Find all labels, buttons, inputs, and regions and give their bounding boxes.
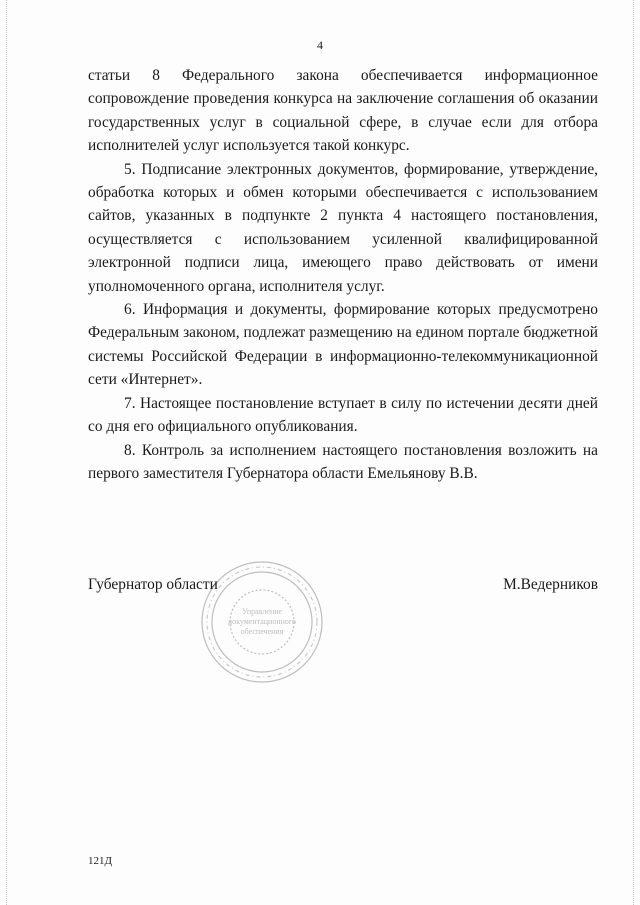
stamp-text-1: Управление (241, 607, 283, 616)
scan-edge-right (633, 0, 640, 905)
paragraph: 7. Настоящее постановление вступает в силу по истечении десяти дней со дня его официального опубликования. (88, 394, 598, 436)
paragraph: статьи 8 Федерального закона обеспечивается информационное сопровождение проведения конкурса на заключение соглашения об оказании государственных услуг в социальной сфере, в случае если для отбора исполнителей услуг используется такой конкурс. (88, 67, 598, 155)
stamp-text-2: документационного (228, 617, 296, 626)
paragraph: 6. Информация и документы, формирование которых предусмотрено Федеральным законом, подлежат размещению на едином портале бюджетной системы Российской Федерации в информационно-телекоммуникационной сети «Интернет». (88, 301, 598, 389)
stamp-text-3: обеспечения (240, 627, 284, 636)
signature-name: М.Ведерников (503, 576, 598, 593)
signature-title: Губернатор области (88, 576, 218, 593)
document-code: 121Д (88, 855, 113, 867)
body-text (88, 64, 598, 485)
page-number: 4 (317, 38, 323, 52)
paragraph: 5. Подписание электронных документов, формирование, утверждение, обработка которых и обмен которыми обеспечивается с использованием сайтов, указанных в подпункте 2 пункта 4 настоящего постановления, осуществляется с использованием усиленной квалифицированной электронной подписи лица, имеющего право действовать от имени уполномоченного органа, исполнителя услуг. (88, 160, 598, 295)
scan-edge-left (0, 0, 7, 905)
paragraph: 8. Контроль за исполнением настоящего постановления возложить на первого заместителя Губернатора области Емельянову В.В. (88, 441, 598, 482)
